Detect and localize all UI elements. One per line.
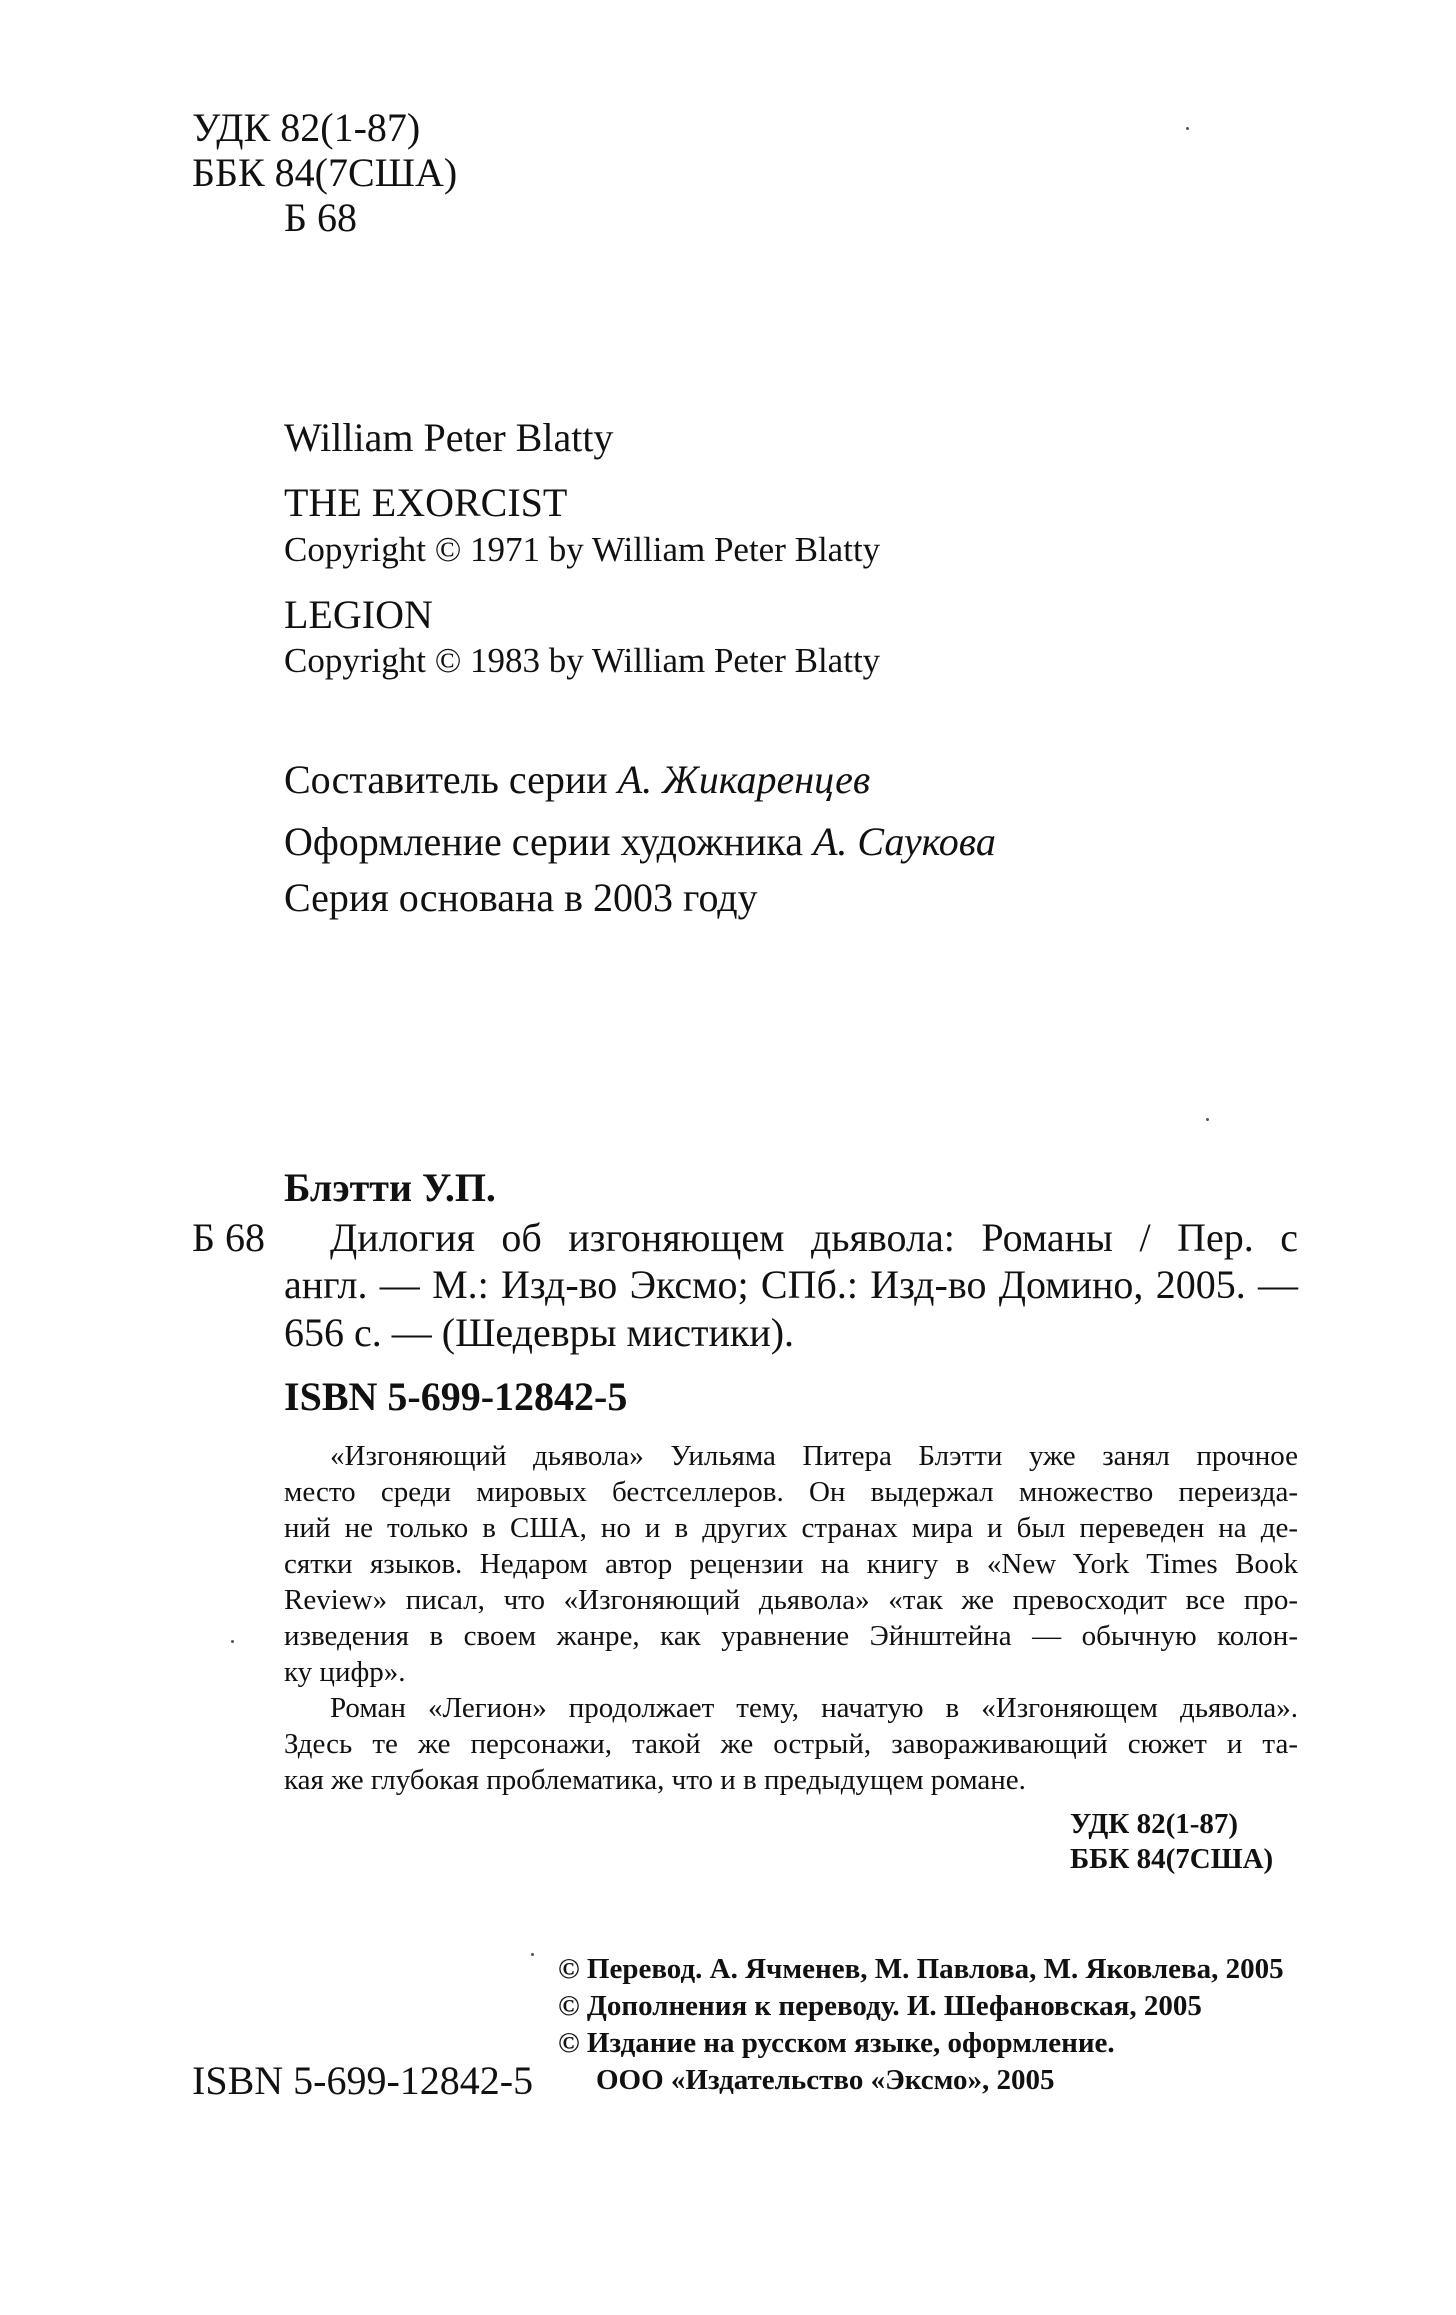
annotation-line-10: кая же глубокая проблематика, что и в предыдущем романе.: [284, 1764, 1026, 1796]
series-design-label: Оформление серии художника: [284, 819, 803, 864]
record-author: Блэтти У.П.: [284, 1165, 496, 1210]
annotation-line-9: Здесь те же персонажи, такой же острый, завораживающий сюжет и та-: [284, 1728, 1298, 1760]
copyright-translation: © Перевод. А. Ячменев, М. Павлова, М. Яковлева, 2005: [558, 1953, 1284, 1985]
annotation-line-7: ку цифр».: [284, 1656, 406, 1688]
scan-speck: [231, 1640, 234, 1643]
annotation-line-6: изведения в своем жанре, как уравнение Эйнштейна — обычную колон-: [284, 1620, 1298, 1652]
copyright-additions: © Дополнения к переводу. И. Шефановская, 2005: [558, 1990, 1202, 2022]
series-design: [284, 819, 996, 864]
udk-code: УДК 82(1-87): [192, 105, 421, 150]
scan-speck: [1206, 1118, 1209, 1121]
series-compiler-label: Составитель серии: [284, 757, 608, 802]
copyright-1: Copyright © 1971 by William Peter Blatty: [284, 530, 881, 569]
bbk-code: ББК 84(7США): [192, 150, 458, 195]
classification-bbk: ББК 84(7США): [1070, 1843, 1274, 1875]
series-design-name: А. Саукова: [812, 819, 996, 864]
record-code: Б 68: [192, 1215, 265, 1260]
original-title-2: LEGION: [284, 592, 433, 637]
scan-speck: [531, 1953, 534, 1956]
annotation-line-8: Роман «Легион» продолжает тему, начатую в «Изгоняющем дьявола».: [330, 1692, 1298, 1724]
series-compiler: [284, 757, 871, 802]
author-mark-code: Б 68: [284, 195, 357, 240]
record-isbn: ISBN 5-699-12842-5: [284, 1374, 628, 1419]
annotation-line-1: «Изгоняющий дьявола» Уильяма Питера Блэтти уже занял прочное: [330, 1440, 1298, 1472]
footer-isbn: ISBN 5-699-12842-5: [192, 2058, 534, 2103]
scan-speck: [1186, 127, 1189, 130]
classification-udk: УДК 82(1-87): [1070, 1808, 1239, 1840]
original-title-1: THE EXORCIST: [284, 480, 568, 525]
copyright-edition: © Издание на русском языке, оформление.: [558, 2027, 1115, 2059]
copyright-2: Copyright © 1983 by William Peter Blatty: [284, 641, 881, 680]
original-author: William Peter Blatty: [284, 415, 614, 460]
annotation-line-3: ний не только в США, но и в других странах мира и был переведен на де-: [284, 1512, 1298, 1544]
series-compiler-name: А. Жикаренцев: [617, 757, 871, 802]
annotation-line-2: место среди мировых бестселлеров. Он выдержал множество переизда-: [284, 1476, 1298, 1508]
record-line-1: Дилогия об изгоняющем дьявола: Романы / Пер. с: [330, 1215, 1298, 1260]
copyright-publisher: ООО «Издательство «Эксмо», 2005: [596, 2064, 1055, 2096]
record-line-2: англ. — М.: Изд-во Эксмо; СПб.: Изд-во Домино, 2005. —: [284, 1262, 1298, 1307]
record-line-3: 656 с. — (Шедевры мистики).: [284, 1310, 795, 1355]
annotation-line-5: Review» писал, что «Изгоняющий дьявола» «так же превосходит все про-: [284, 1584, 1298, 1616]
annotation-line-4: сятки языков. Недаром автор рецензии на книгу в «New York Times Book: [284, 1548, 1298, 1580]
series-founded: Серия основана в 2003 году: [284, 875, 758, 920]
